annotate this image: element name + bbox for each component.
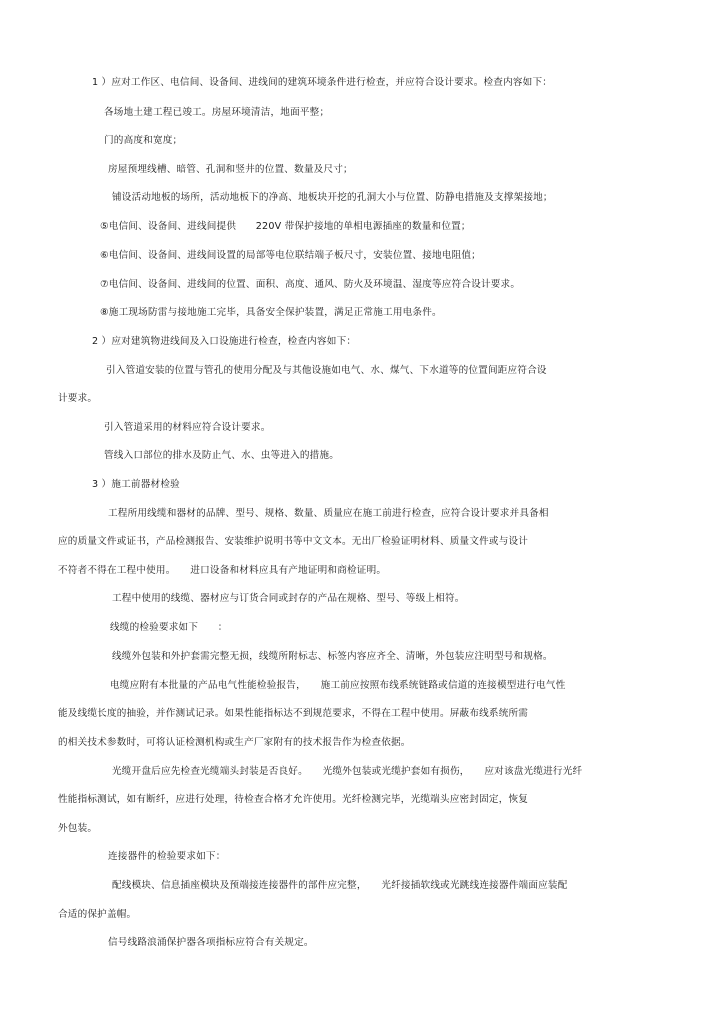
paragraph-line: 能及线缆长度的抽验，并作测试记录。如果性能指标达不到规范要求，不得在工程中使用。屏蔽布线系统所需	[58, 708, 529, 719]
paragraph-line: 不符者不得在工程中使用。 进口设备和材料应具有产地证明和商检证明。	[58, 565, 387, 576]
paragraph-line: 应的质量文件或证书，产品检测报告、安装维护说明书等中文文本。无出厂检验证明材料、质量文件或与设计	[58, 536, 529, 547]
check-item-6: ⑥电信间、设备间、进线间设置的局部等电位联结端子板尺寸，安装位置、接地电阻值；	[100, 250, 481, 261]
paragraph-line: 电缆应附有本批量的产品电气性能检验报告， 施工前应按照布线系统链路或信道的连接模型进行电气性	[110, 680, 566, 691]
paragraph-line: 合适的保护盖帽。	[58, 909, 137, 920]
paragraph-line: 工程所用线缆和器材的品牌、型号、规格、数量、质量应在施工前进行检查，应符合设计要求并具备相	[108, 508, 549, 519]
check-item-5: ⑤电信间、设备间、进线间提供 220V 带保护接地的单相电源插座的数量和位置；	[100, 221, 471, 232]
section-2-heading: 2 ）应对建筑物进线间及入口设施进行检查，检查内容如下：	[92, 336, 357, 347]
check-item-7: ⑦电信间、设备间、进线间的位置、面积、高度、通风、防火及环境温、湿度等应符合设计要求。	[100, 279, 521, 290]
paragraph-line: 的相关技术参数时，可将认证检测机构或生产厂家附有的技术报告作为检查依据。	[58, 737, 411, 748]
check-item-2: 门的高度和宽度；	[104, 135, 183, 146]
paragraph-line: 性能指标测试，如有断纤，应进行处理，待检查合格才允许使用。光纤检测完毕，光缆端头应密封固定，恢复	[58, 794, 529, 805]
paragraph-line: 线缆外包装和外护套需完整无损，线缆所附标志、标签内容应齐全、清晰，外包装应注明型号和规格。	[112, 651, 553, 662]
paragraph-line: 引入管道采用的材料应符合设计要求。	[104, 422, 271, 433]
check-item-3: 房屋预埋线槽、暗管、孔洞和竖井的位置、数量及尺寸；	[108, 164, 353, 175]
paragraph-line: 管线入口部位的排水及防止气、水、虫等进入的措施。	[104, 450, 340, 461]
paragraph-line: 计要求。	[58, 393, 98, 404]
paragraph-line: 外包装。	[58, 823, 98, 834]
paragraph-line: 配线模块、信息插座模块及预端接连接器件的部件应完整， 光纤接插软线或光跳线连接器件端面应装配	[112, 880, 568, 891]
check-item-4: 铺设活动地板的场所，活动地板下的净高、地板块开挖的孔洞大小与位置、防静电措施及支撑架接地；	[112, 192, 553, 203]
paragraph-line: 连接器件的检验要求如下：	[108, 851, 226, 862]
paragraph-line: 引入管道安装的位置与管孔的使用分配及与其他设施如电气、水、煤气、下水道等的位置间距应符合设	[106, 365, 547, 376]
paragraph-line: 线缆的检验要求如下 ：	[110, 622, 228, 633]
check-item-1: 各场地土建工程已竣工。房屋环境清洁，地面平整；	[104, 107, 330, 118]
paragraph-line: 工程中使用的线缆、器材应与订货合同或封存的产品在规格、型号、等级上相符。	[112, 593, 465, 604]
section-1-heading: 1 ）应对工作区、电信间、设备间、进线间的建筑环境条件进行检查，并应符合设计要求。检查内容如下：	[92, 77, 553, 88]
paragraph-line: 信号线路浪涌保护器各项指标应符合有关规定。	[108, 937, 314, 948]
paragraph-line: 光缆开盘后应先检查光缆端头封装是否良好。 光缆外包装或光缆护套如有损伤， 应对该盘光缆进行光纤	[112, 766, 583, 777]
section-3-heading: 3 ）施工前器材检验	[92, 479, 180, 490]
check-item-8: ⑧施工现场防雷与接地施工完毕，具备安全保护装置，满足正常施工用电条件。	[100, 307, 442, 318]
